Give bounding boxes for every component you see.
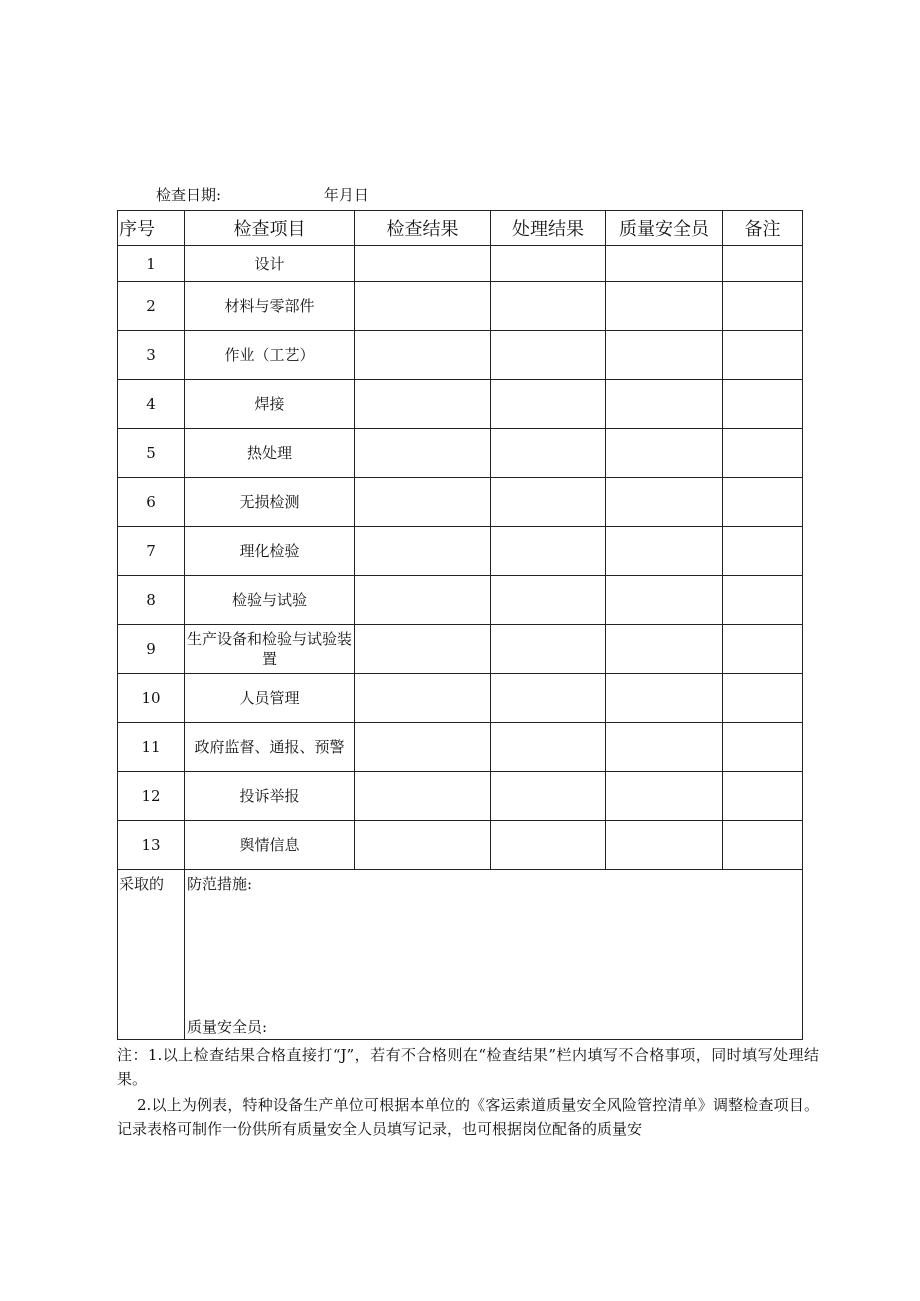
remarks-cell[interactable]	[723, 625, 803, 674]
column-header-handling: 处理结果	[491, 211, 606, 246]
safety-officer-cell[interactable]	[606, 380, 723, 429]
result-cell[interactable]	[355, 723, 491, 772]
remarks-cell[interactable]	[723, 282, 803, 331]
remarks-cell[interactable]	[723, 821, 803, 870]
column-header-seq: 序号	[118, 211, 185, 246]
table-row	[118, 282, 803, 331]
table-header-row	[118, 211, 803, 246]
result-cell[interactable]	[355, 625, 491, 674]
remarks-cell[interactable]	[723, 723, 803, 772]
row-item: 无损检测	[185, 478, 355, 527]
remarks-cell[interactable]	[723, 478, 803, 527]
handling-cell[interactable]	[491, 282, 606, 331]
safety-officer-cell[interactable]	[606, 625, 723, 674]
result-cell[interactable]	[355, 674, 491, 723]
note-2: 2.以上为例表，特种设备生产单位可根据本单位的《客运索道质量安全风险管控清单》调整检查项目。记录表格可制作一份供所有质量安全人员填写记录，也可根据岗位配备的质量安	[117, 1096, 819, 1138]
result-cell[interactable]	[355, 772, 491, 821]
handling-cell[interactable]	[491, 246, 606, 282]
safety-officer-cell[interactable]	[606, 478, 723, 527]
measures-label: 采取的	[119, 875, 165, 893]
table-row	[118, 576, 803, 625]
remarks-cell[interactable]	[723, 674, 803, 723]
notes-section	[117, 1043, 819, 1141]
table-row	[118, 246, 803, 282]
result-cell[interactable]	[355, 380, 491, 429]
table-row	[118, 478, 803, 527]
result-cell[interactable]	[355, 576, 491, 625]
row-seq: 8	[118, 576, 185, 625]
row-seq: 9	[118, 625, 185, 674]
result-cell[interactable]	[355, 429, 491, 478]
table-row	[118, 429, 803, 478]
row-seq: 12	[118, 772, 185, 821]
note-1: 注：1.以上检查结果合格直接打“J”，若有不合格则在“检查结果”栏内填写不合格事项，同时填写处理结果。	[117, 1046, 819, 1088]
table-row	[118, 821, 803, 870]
table-row	[118, 625, 803, 674]
column-header-result: 检查结果	[355, 211, 491, 246]
measures-row	[118, 870, 803, 1040]
safety-officer-cell[interactable]	[606, 772, 723, 821]
inspection-date-line	[156, 184, 369, 205]
row-item: 热处理	[185, 429, 355, 478]
remarks-cell[interactable]	[723, 527, 803, 576]
row-seq: 11	[118, 723, 185, 772]
row-seq: 7	[118, 527, 185, 576]
measures-label-cell	[118, 870, 185, 1040]
table-row	[118, 772, 803, 821]
result-cell[interactable]	[355, 527, 491, 576]
safety-officer-cell[interactable]	[606, 429, 723, 478]
row-item: 生产设备和检验与试验装置	[185, 625, 355, 674]
row-item: 政府监督、通报、预警	[185, 723, 355, 772]
safety-officer-cell[interactable]	[606, 576, 723, 625]
handling-cell[interactable]	[491, 772, 606, 821]
inspection-date-label: 检查日期:	[156, 186, 222, 204]
handling-cell[interactable]	[491, 527, 606, 576]
row-item: 人员管理	[185, 674, 355, 723]
row-seq: 10	[118, 674, 185, 723]
row-seq: 13	[118, 821, 185, 870]
row-seq: 2	[118, 282, 185, 331]
row-seq: 4	[118, 380, 185, 429]
handling-cell[interactable]	[491, 478, 606, 527]
measures-signer-label: 质量安全员:	[187, 1018, 268, 1036]
row-seq: 6	[118, 478, 185, 527]
handling-cell[interactable]	[491, 576, 606, 625]
result-cell[interactable]	[355, 331, 491, 380]
handling-cell[interactable]	[491, 821, 606, 870]
result-cell[interactable]	[355, 246, 491, 282]
column-header-item: 检查项目	[185, 211, 355, 246]
remarks-cell[interactable]	[723, 772, 803, 821]
remarks-cell[interactable]	[723, 429, 803, 478]
row-item: 材料与零部件	[185, 282, 355, 331]
safety-officer-cell[interactable]	[606, 527, 723, 576]
row-item: 舆情信息	[185, 821, 355, 870]
measures-title: 防范措施:	[187, 875, 253, 893]
row-item: 作业（工艺）	[185, 331, 355, 380]
handling-cell[interactable]	[491, 331, 606, 380]
row-seq: 5	[118, 429, 185, 478]
column-header-remarks: 备注	[723, 211, 803, 246]
result-cell[interactable]	[355, 821, 491, 870]
safety-officer-cell[interactable]	[606, 282, 723, 331]
inspection-record-table	[117, 210, 803, 1040]
table-row	[118, 331, 803, 380]
remarks-cell[interactable]	[723, 380, 803, 429]
row-seq: 3	[118, 331, 185, 380]
row-item: 焊接	[185, 380, 355, 429]
result-cell[interactable]	[355, 282, 491, 331]
measures-content-cell[interactable]	[185, 870, 803, 1040]
safety-officer-cell[interactable]	[606, 821, 723, 870]
safety-officer-cell[interactable]	[606, 674, 723, 723]
column-header-safety-officer: 质量安全员	[606, 211, 723, 246]
table-row	[118, 723, 803, 772]
row-item: 理化检验	[185, 527, 355, 576]
table-row	[118, 527, 803, 576]
row-item: 设计	[185, 246, 355, 282]
table-row	[118, 380, 803, 429]
remarks-cell[interactable]	[723, 576, 803, 625]
handling-cell[interactable]	[491, 429, 606, 478]
row-item: 投诉举报	[185, 772, 355, 821]
result-cell[interactable]	[355, 478, 491, 527]
safety-officer-cell[interactable]	[606, 723, 723, 772]
remarks-cell[interactable]	[723, 331, 803, 380]
inspection-date-unit: 年月日	[323, 186, 369, 204]
handling-cell[interactable]	[491, 625, 606, 674]
safety-officer-cell[interactable]	[606, 246, 723, 282]
row-item: 检验与试验	[185, 576, 355, 625]
safety-officer-cell[interactable]	[606, 331, 723, 380]
handling-cell[interactable]	[491, 674, 606, 723]
handling-cell[interactable]	[491, 380, 606, 429]
row-seq: 1	[118, 246, 185, 282]
handling-cell[interactable]	[491, 723, 606, 772]
remarks-cell[interactable]	[723, 246, 803, 282]
table-row	[118, 674, 803, 723]
